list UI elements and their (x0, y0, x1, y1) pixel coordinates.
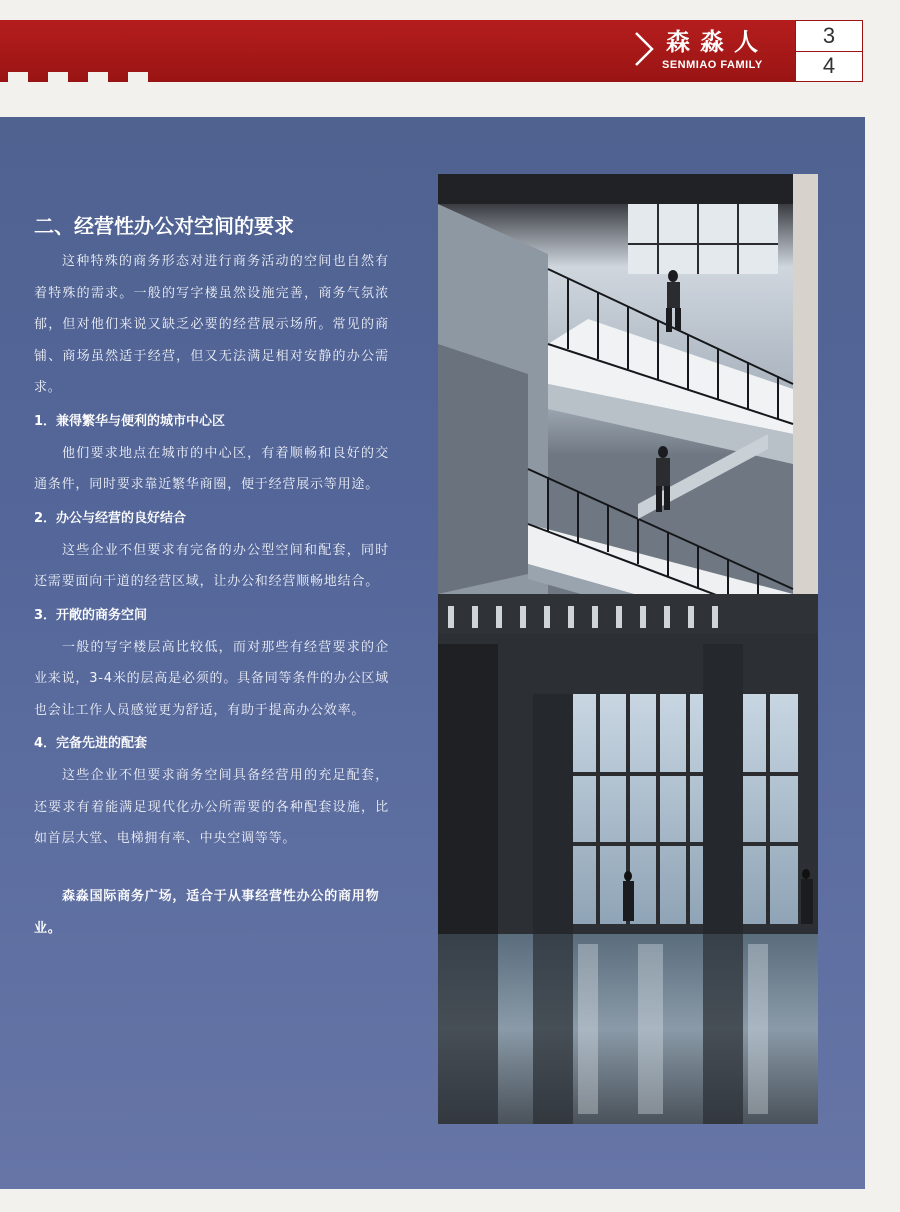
article-title: 二、经营性办公对空间的要求 (34, 214, 294, 238)
section-heading: 4．完备先进的配套 (34, 736, 148, 751)
brand-name-cn: 森淼人 (666, 28, 768, 56)
section-body: 这些企业不但要求商务空间具备经营用的充足配套，还要求有着能满足现代化办公所需要的各种配套设施，比如首层大堂、电梯拥有率、中央空调等等。 (34, 768, 389, 846)
brand-name-en: SENMIAO FAMILY (662, 59, 763, 71)
article-text (34, 212, 389, 945)
section-body: 这些企业不但要求有完备的办公型空间和配套，同时还需要面向干道的经营区域，让办公和经营顺畅地结合。 (34, 542, 389, 589)
page-number-box (795, 20, 863, 82)
intro-paragraph: 这种特殊的商务形态对进行商务活动的空间也自然有着特殊的需求。一般的写字楼虽然设施完善，商务气氛浓郁，但对他们来说又缺乏必要的经营展示场所。常见的商铺、商场虽然适于经营，但又无法满足相对安静的办公需求。 (34, 254, 389, 395)
section-heading: 1．兼得繁华与便利的城市中心区 (34, 413, 226, 429)
chevron-right-icon (632, 30, 656, 68)
brand-logo (632, 26, 792, 76)
atrium-staircase-photo (438, 174, 818, 1124)
page-number-left: 3 (822, 23, 836, 48)
section-body: 一般的写字楼层高比较低，而对那些有经营要求的企业来说，3-4米的层高是必须的。具备同等条件的办公区域也会让工作人员感觉更为舒适，有助于提高办公效率。 (34, 639, 389, 718)
closing-statement: 森淼国际商务广场，适合于从事经营性办公的商用物业。 (34, 888, 380, 936)
section-body: 他们要求地点在城市的中心区，有着顺畅和良好的交通条件，同时要求靠近繁华商圈，便于经营展示等用途。 (34, 445, 389, 492)
section-heading: 3．开敞的商务空间 (34, 607, 148, 623)
section-heading: 2．办公与经营的良好结合 (34, 510, 187, 526)
page-number-right: 4 (822, 53, 836, 78)
header-tooth-pattern (8, 72, 168, 84)
